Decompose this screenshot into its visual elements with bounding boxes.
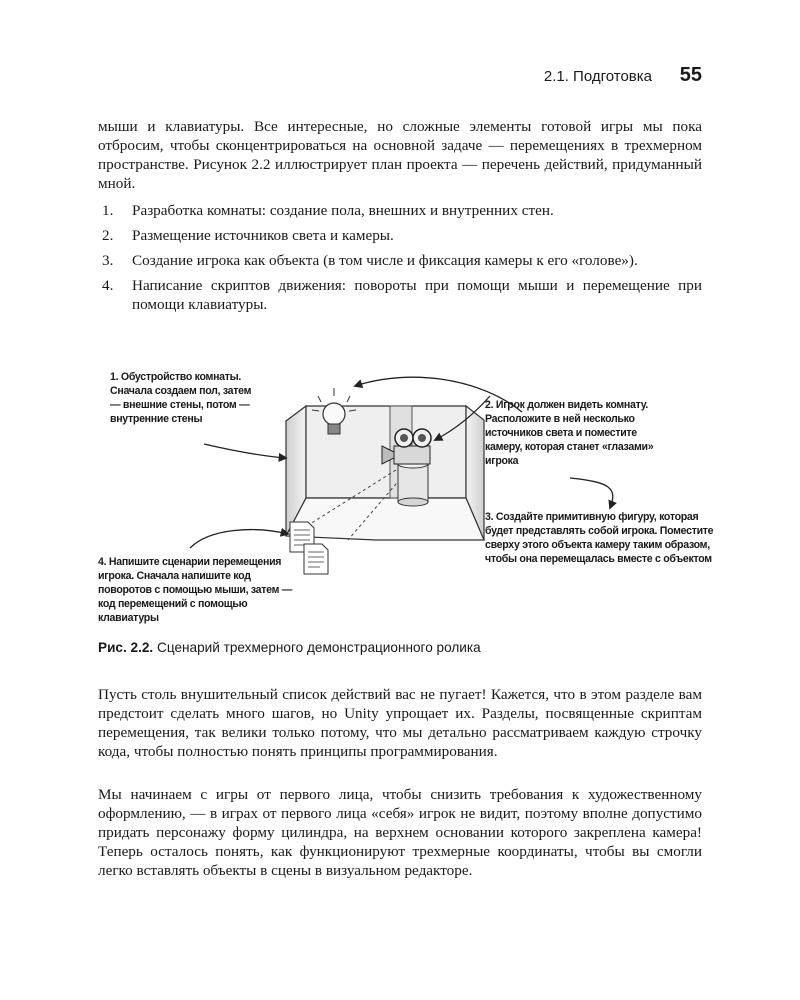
list-item: 4. Написание скриптов движения: повороты при помощи мыши и перемещение при помощи клавиатуры. [102, 277, 702, 313]
room [286, 406, 484, 540]
callout-room-setup: 1. Обустройство комнаты. Сначала создаем пол, затем — внешние стены, потом — внутренние стены [110, 371, 252, 425]
paragraph-2: Пусть столь внушительный список действий вас не пугает! Кажется, что в этом разделе вам предстоит сделать много шагов, но Unity упрощает их. Разделы, посвященные скриптам перемещения, так велики только потому, что мы детально рассматриваем каждую строчку кода, чтобы полностью понять принципы программирования. [98, 686, 702, 760]
figure-diagram [90, 358, 714, 628]
callout-player-shape: 3. Создайте примитивную фигуру, которая будет представлять собой игрока. Поместите сверху этого объекта камеру таким образом, чтобы она перемещалась вместе с объектом [485, 511, 714, 565]
figure-caption [98, 640, 481, 655]
list-item: 1. Разработка комнаты: создание пола, внешних и внутренних стен. [102, 202, 554, 219]
page-header [98, 64, 702, 88]
caption-text: Сценарий трехмерного демонстрационного ролика [157, 640, 481, 655]
page-number: 55 [679, 64, 702, 86]
paragraph-3: Мы начинаем с игры от первого лица, чтобы снизить требования к художественному оформлению, — в играх от первого лица «себя» игрок не видит, поэтому вполне допустимо придать персонажу форму цилиндра, на верхнем основании которого закреплена камера! Теперь осталось понять, как функционируют трехмерные координаты, чтобы вы смогли легко вставлять объекты в сцены в визуальном редакторе. [98, 786, 702, 879]
caption-label: Рис. 2.2. [98, 640, 154, 655]
callout-lights-camera: 2. Игрок должен видеть комнату. Расположите в ней несколько источников света и поместите камеру, которая станет «глазами» игрока [485, 399, 654, 467]
list-item: 2. Размещение источников света и камеры. [102, 227, 394, 244]
callout-movement-scripts: 4. Напишите сценарии перемещения игрока. Сначала напишите код поворотов с помощью мыши, затем — код перемещений с помощью клавиатуры [98, 556, 293, 624]
player-cylinder [398, 460, 428, 506]
steps-list [98, 201, 702, 320]
list-item: 3. Создание игрока как объекта (в том числе и фиксация камеры к его «голове»). [102, 252, 638, 269]
intro-paragraph: мыши и клавиатуры. Все интересные, но сложные элементы готовой игры мы пока отбросим, чтобы сконцентрироваться на основной задаче — перемещениях в трехмерном пространстве. Рисунок 2.2 иллюстрирует план проекта — перечень действий, придуманный мной. [98, 118, 702, 192]
section-title: 2.1. Подготовка [543, 68, 652, 85]
